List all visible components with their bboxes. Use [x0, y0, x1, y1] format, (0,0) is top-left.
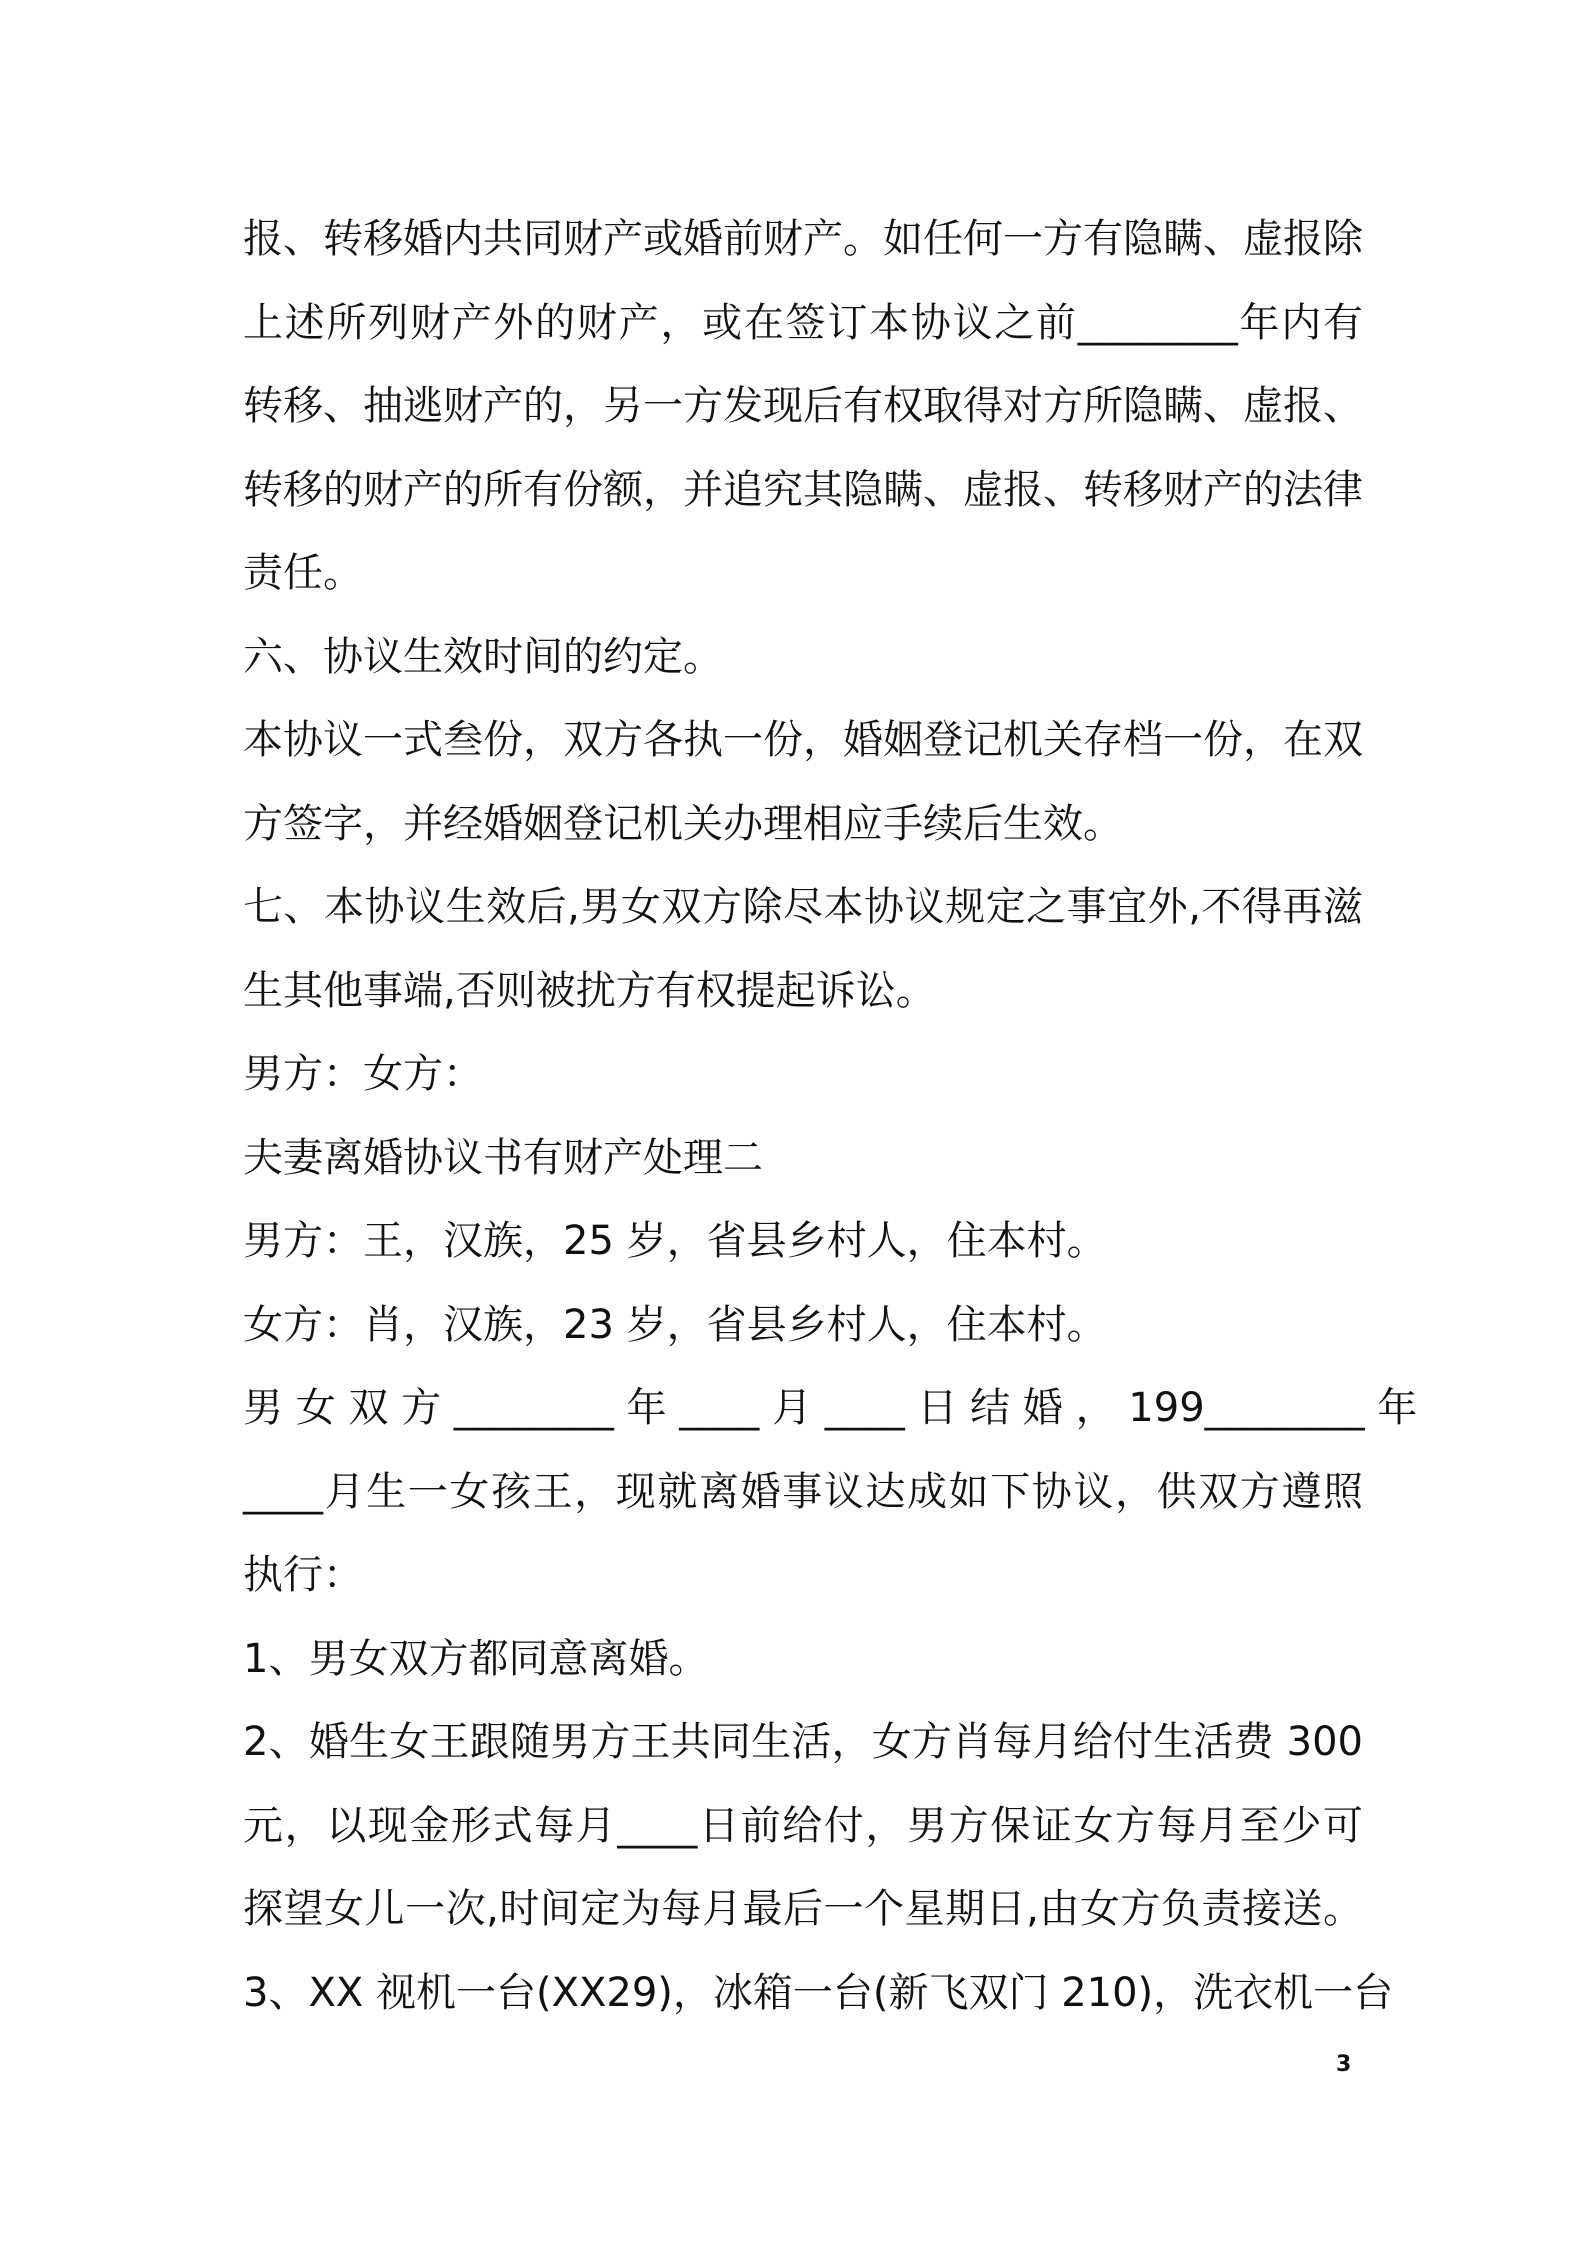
section-heading-6: 六、协议生效时间的约定。 — [243, 633, 723, 680]
body-line-16: ____月生一女孩王，现就离婚事议达成如下协议，供双方遵照 — [243, 1468, 1363, 1515]
body-line-9: 七、本协议生效后,男女双方除尽本协议规定之事宜外,不得再滋 — [243, 884, 1363, 930]
body-line-2: 上述所列财产外的财产，或在签订本协议之前________年内有 — [243, 299, 1363, 346]
document-body — [243, 198, 1418, 2035]
party-male: 男方：王，汉族，25 岁，省县乡村人，住本村。 — [243, 1218, 1107, 1264]
clause-2-line-1: 2、婚生女王跟随男方王共同生活，女方肖每月给付生活费 300 — [243, 1719, 1363, 1765]
clause-3-line-1: 3、XX 视机一台(XX29)，冰箱一台(新飞双门 210)，洗衣机一台 — [243, 1969, 1394, 2016]
document-title: 夫妻离婚协议书有财产处理二 — [243, 1134, 763, 1181]
body-line-4: 转移的财产的所有份额，并追究其隐瞒、虚报、转移财产的法律 — [243, 466, 1363, 513]
body-line-15: 男 女 双 方 ________ 年 ____ 月 ____ 日 结 婚 ， 199________ 年 — [243, 1385, 1418, 1431]
clause-1: 1、男女双方都同意离婚。 — [243, 1635, 709, 1682]
body-line-5: 责任。 — [243, 550, 363, 596]
body-line-8: 方签字，并经婚姻登记机关办理相应手续后生效。 — [243, 800, 1123, 847]
clause-2-line-3: 探望女儿一次,时间定为每月最后一个星期日,由女方负责接送。 — [243, 1886, 1363, 1932]
body-line-17: 执行： — [243, 1552, 363, 1598]
party-female: 女方：肖，汉族，23 岁，省县乡村人，住本村。 — [243, 1301, 1107, 1348]
body-line-7: 本协议一式叁份，双方各执一份，婚姻登记机关存档一份，在双 — [243, 717, 1363, 763]
page-number: 3 — [1336, 2052, 1352, 2077]
clause-2-line-2: 元，以现金形式每月____日前给付，男方保证女方每月至少可 — [243, 1802, 1363, 1849]
signature-line: 男方：女方： — [243, 1051, 483, 1097]
body-line-10: 生其他事端,否则被扰方有权提起诉讼。 — [243, 967, 936, 1014]
body-line-1: 报、转移婚内共同财产或婚前财产。如任何一方有隐瞒、虚报除 — [243, 216, 1363, 262]
body-line-3: 转移、抽逃财产的，另一方发现后有权取得对方所隐瞒、虚报、 — [243, 383, 1363, 429]
